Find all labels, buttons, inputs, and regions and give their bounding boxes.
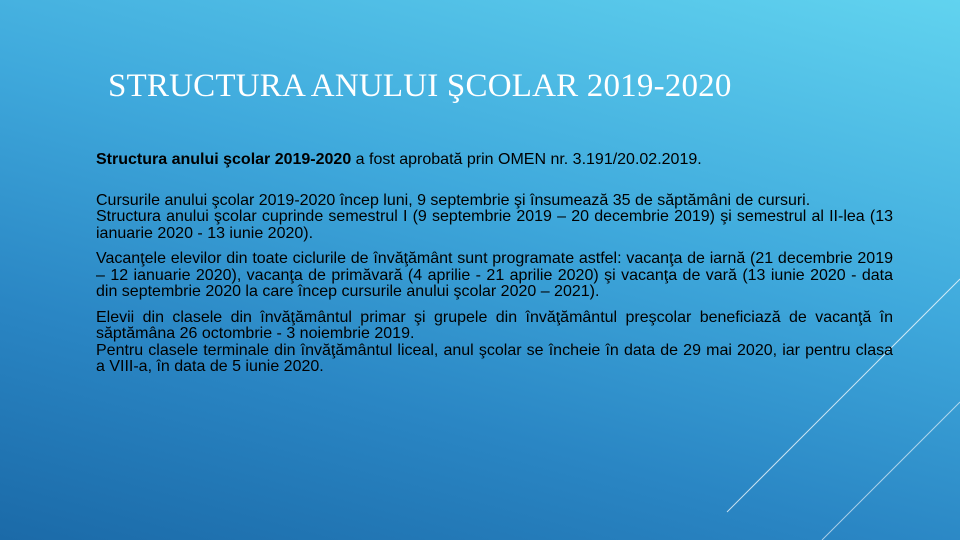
paragraph-primary-holiday: Elevii din clasele din învăţământul primar şi grupele din învăţământul preşcolar beneficiază de vacanţă în săptămâna 26 octombrie - 3 noiembrie 2019. bbox=[96, 308, 893, 342]
paragraph-holidays: Vacanţele elevilor din toate ciclurile de învăţământ sunt programate astfel: vacanţa de iarnă (21 decembrie 2019 – 12 ianuarie 2020), vacanţa de primăvară (4 aprilie - 21 aprilie 2020) şi vacanţa de vară (13 iunie 2020 - data din septembrie 2020 la care încep cursurile anului şcolar 2020 – 2021). bbox=[96, 250, 893, 300]
decorative-line-2 bbox=[822, 402, 960, 540]
paragraph-approval-bold: Structura anului şcolar 2019-2020 bbox=[96, 151, 352, 168]
slide-title: STRUCTURA ANULUI ŞCOLAR 2019-2020 bbox=[108, 68, 732, 104]
slide-body bbox=[96, 152, 893, 376]
paragraph-approval bbox=[96, 152, 893, 169]
paragraph-terminal-classes: Pentru clasele terminale din învăţământul liceal, anul şcolar se încheie în data de 29 mai 2020, iar pentru clasa a VIII-a, în data de 5 iunie 2020. bbox=[96, 341, 893, 375]
paragraph-semesters: Structura anului şcolar cuprinde semestrul I (9 septembrie 2019 – 20 decembrie 2019) şi semestrul al II-lea (13 ianuarie 2020 - 13 iunie 2020). bbox=[96, 208, 893, 242]
paragraph-approval-rest: a fost aprobată prin OMEN nr. 3.191/20.02.2019. bbox=[351, 151, 702, 168]
paragraph-courses-start: Cursurile anului şcolar 2019-2020 încep luni, 9 septembrie şi însumează 35 de săptămâni de cursuri. bbox=[96, 191, 811, 209]
